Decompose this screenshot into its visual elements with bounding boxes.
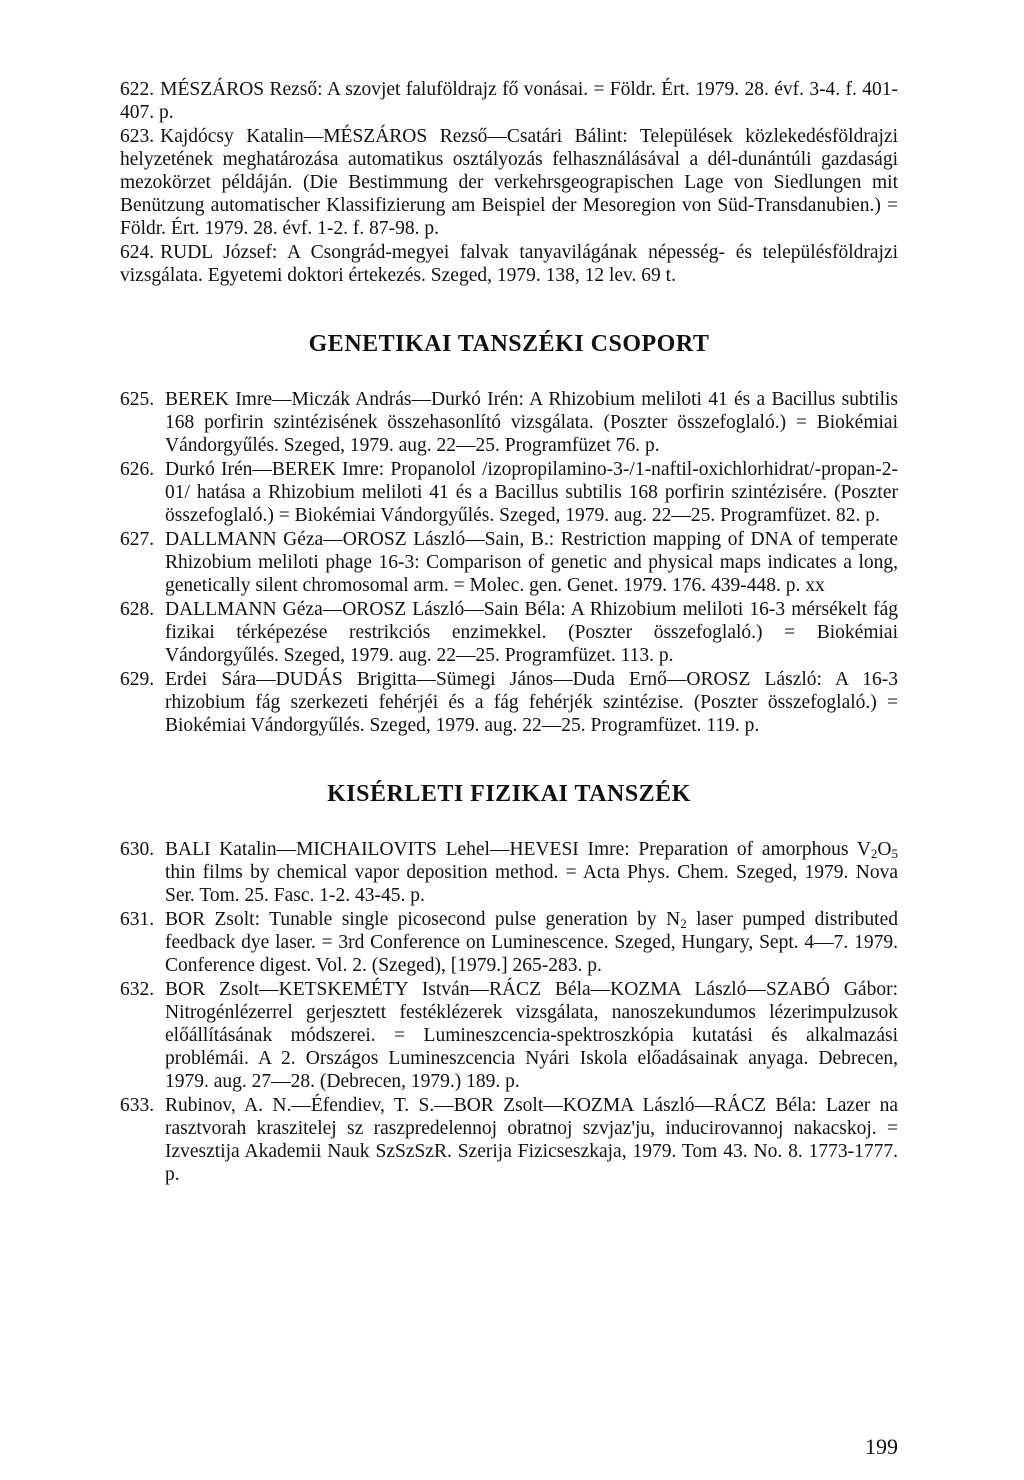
entry-627 xyxy=(120,528,898,597)
entry-text: RUDL József: A Csongrád-megyei falvak tanyavilágának népesség- és településföldrajzi vizsgálata. Egyetemi doktori értekezés. Szeged, 1979. 138, 12 lev. 69 t. xyxy=(120,242,898,286)
entry-text: Erdei Sára—DUDÁS Brigitta—Sümegi János—Duda Ernő—OROSZ László: A 16-3 rhizobium fág szerkezeti fehérjéi és a fág fehérjék szintézise. (Poszter összefoglaló.) = Biokémiai Vándorgyűlés. Szeged, 1979. aug. 22—25. Programfüzet. 119. p. xyxy=(165,669,898,736)
entry-text: Kajdócsy Katalin—MÉSZÁROS Rezső—Csatári Bálint: Települések közlekedésföldrajzi helyzetének meghatározása automatikus osztályozás felhasználásával a dél-dunántúli gazdasági mezokörzet példáján. (Die Bestimmung der verkehrsgeograpischen Lage von Siedlungen mit Benützung automatischer Klassifizierung am Beispiel der Mesoregion von Süd-Transdanubien.) = Földr. Ért. 1979. 28. évf. 1-2. f. 87-98. p. xyxy=(120,126,898,239)
entry-text: Durkó Irén—BEREK Imre: Propanolol /izopropilamino-3-/1-naftil-oxichlorhidrat/-propan-2-01/ hatása a Rhizobium meliloti 41 és a Bacillus subtilis 168 porfirin szintézisére. (Poszter összefoglaló.) = Biokémiai Vándorgyűlés. Szeged, 1979. aug. 22—25. Programfüzet. 82. p. xyxy=(165,459,898,526)
entry-632 xyxy=(120,978,898,1093)
entry-625 xyxy=(120,388,898,457)
entry-number: 624. xyxy=(120,242,155,263)
subscript: 2 xyxy=(870,846,878,861)
entry-text-start: BOR Zsolt: Tunable single picosecond pulse generation by N xyxy=(165,909,681,930)
entry-text: DALLMANN Géza—OROSZ László—Sain Béla: A Rhizobium meliloti 16-3 mérsékelt fág fizikai térképezése restrikciós enzimekkel. (Poszter összefoglaló.) = Biokémiai Vándorgyűlés. Szeged, 1979. aug. 22—25. Programfüzet. 113. p. xyxy=(165,599,898,666)
page-number: 199 xyxy=(865,1434,898,1459)
entry-number: 628. xyxy=(120,599,155,620)
entry-626 xyxy=(120,458,898,527)
subscript: 5 xyxy=(891,846,898,861)
entry-text: DALLMANN Géza—OROSZ László—Sain, B.: Restriction mapping of DNA of temperate Rhizobium meliloti phage 16-3: Comparison of genetic and physical maps indicates a long, genetically silent chromosomal arm. = Molec. gen. Genet. 1979. 176. 439-448. p. xx xyxy=(165,529,898,596)
entry-number: 629. xyxy=(120,669,155,690)
entry-text: MÉSZÁROS Rezső: A szovjet faluföldrajz fő vonásai. = Földr. Ért. 1979. 28. évf. 3-4. f. 401-407. p. xyxy=(120,79,898,123)
entry-text: BOR Zsolt—KETSKEMÉTY István—RÁCZ Béla—KOZMA László—SZABÓ Gábor: Nitrogénlézerrel gerjesztett festéklézerek vizsgálata, nanoszekundumos lézerimpulzusok előállításának módszerei. = Lumineszcencia-spektroszkópia kutatási és alkalmazási problémái. A 2. Országos Lumineszcencia Nyári Iskola előadásainak anyaga. Debrecen, 1979. aug. 27—28. (Debrecen, 1979.) 189. p. xyxy=(165,979,898,1092)
entry-number: 622. xyxy=(120,79,155,100)
entry-text-start: BALI Katalin—MICHAILOVITS Lehel—HEVESI Imre: Preparation of amorphous V xyxy=(165,839,871,860)
entry-624 xyxy=(120,241,898,287)
entry-623 xyxy=(120,125,898,240)
section-title-genetics: GENETIKAI TANSZÉKI CSOPORT xyxy=(308,331,710,357)
section-title-physics: KISÉRLETI FIZIKAI TANSZÉK xyxy=(327,781,691,807)
entry-628 xyxy=(120,598,898,667)
entry-number: 623. xyxy=(120,126,155,147)
entry-text-end: laser pumped distributed feedback dye laser. = 3rd Conference on Luminescence. Szeged, Hungary, Sept. 4—7. 1979. Conference digest. Vol. 2. (Szeged), [1979.] 265-283. p. xyxy=(165,909,898,976)
entry-number: 631. xyxy=(120,909,155,930)
entry-622 xyxy=(120,78,898,124)
entry-631 xyxy=(120,908,898,977)
entry-number: 626. xyxy=(120,459,155,480)
entries-geography xyxy=(120,78,898,287)
entry-number: 625. xyxy=(120,389,155,410)
entry-633 xyxy=(120,1094,898,1186)
entries-physics xyxy=(120,838,898,1186)
bibliography-page xyxy=(120,78,898,1187)
entry-text-mid: O xyxy=(877,839,892,860)
entry-number: 632. xyxy=(120,979,155,1000)
entry-630 xyxy=(120,838,898,907)
entry-number: 633. xyxy=(120,1095,155,1116)
entry-text: Rubinov, A. N.—Éfendiev, T. S.—BOR Zsolt—KOZMA László—RÁCZ Béla: Lazer na rasztvorah kraszitelej sz raszpredelennoj obratnoj szvjaz'ju, inducirovannoj nakacskoj. = Izvesztija Akademii Nauk SzSzSzR. Szerija Fizicseszkaja, 1979. Tom 43. No. 8. 1773-1777. p. xyxy=(165,1095,898,1185)
entry-number: 630. xyxy=(120,839,155,860)
entry-text-end: thin films by chemical vapor deposition method. = Acta Phys. Chem. Szeged, 1979. Nova Ser. Tom. 25. Fasc. 1-2. 43-45. p. xyxy=(165,862,898,906)
entry-text: BEREK Imre—Miczák András—Durkó Irén: A Rhizobium meliloti 41 és a Bacillus subtilis 168 porfirin szintézisének összehasonlító vizsgálata. (Poszter összefoglaló.) = Biokémiai Vándorgyűlés. Szeged, 1979. aug. 22—25. Programfüzet 76. p. xyxy=(165,389,898,456)
entries-genetics xyxy=(120,388,898,737)
subscript: 2 xyxy=(680,916,687,931)
entry-number: 627. xyxy=(120,529,155,550)
entry-629 xyxy=(120,668,898,737)
